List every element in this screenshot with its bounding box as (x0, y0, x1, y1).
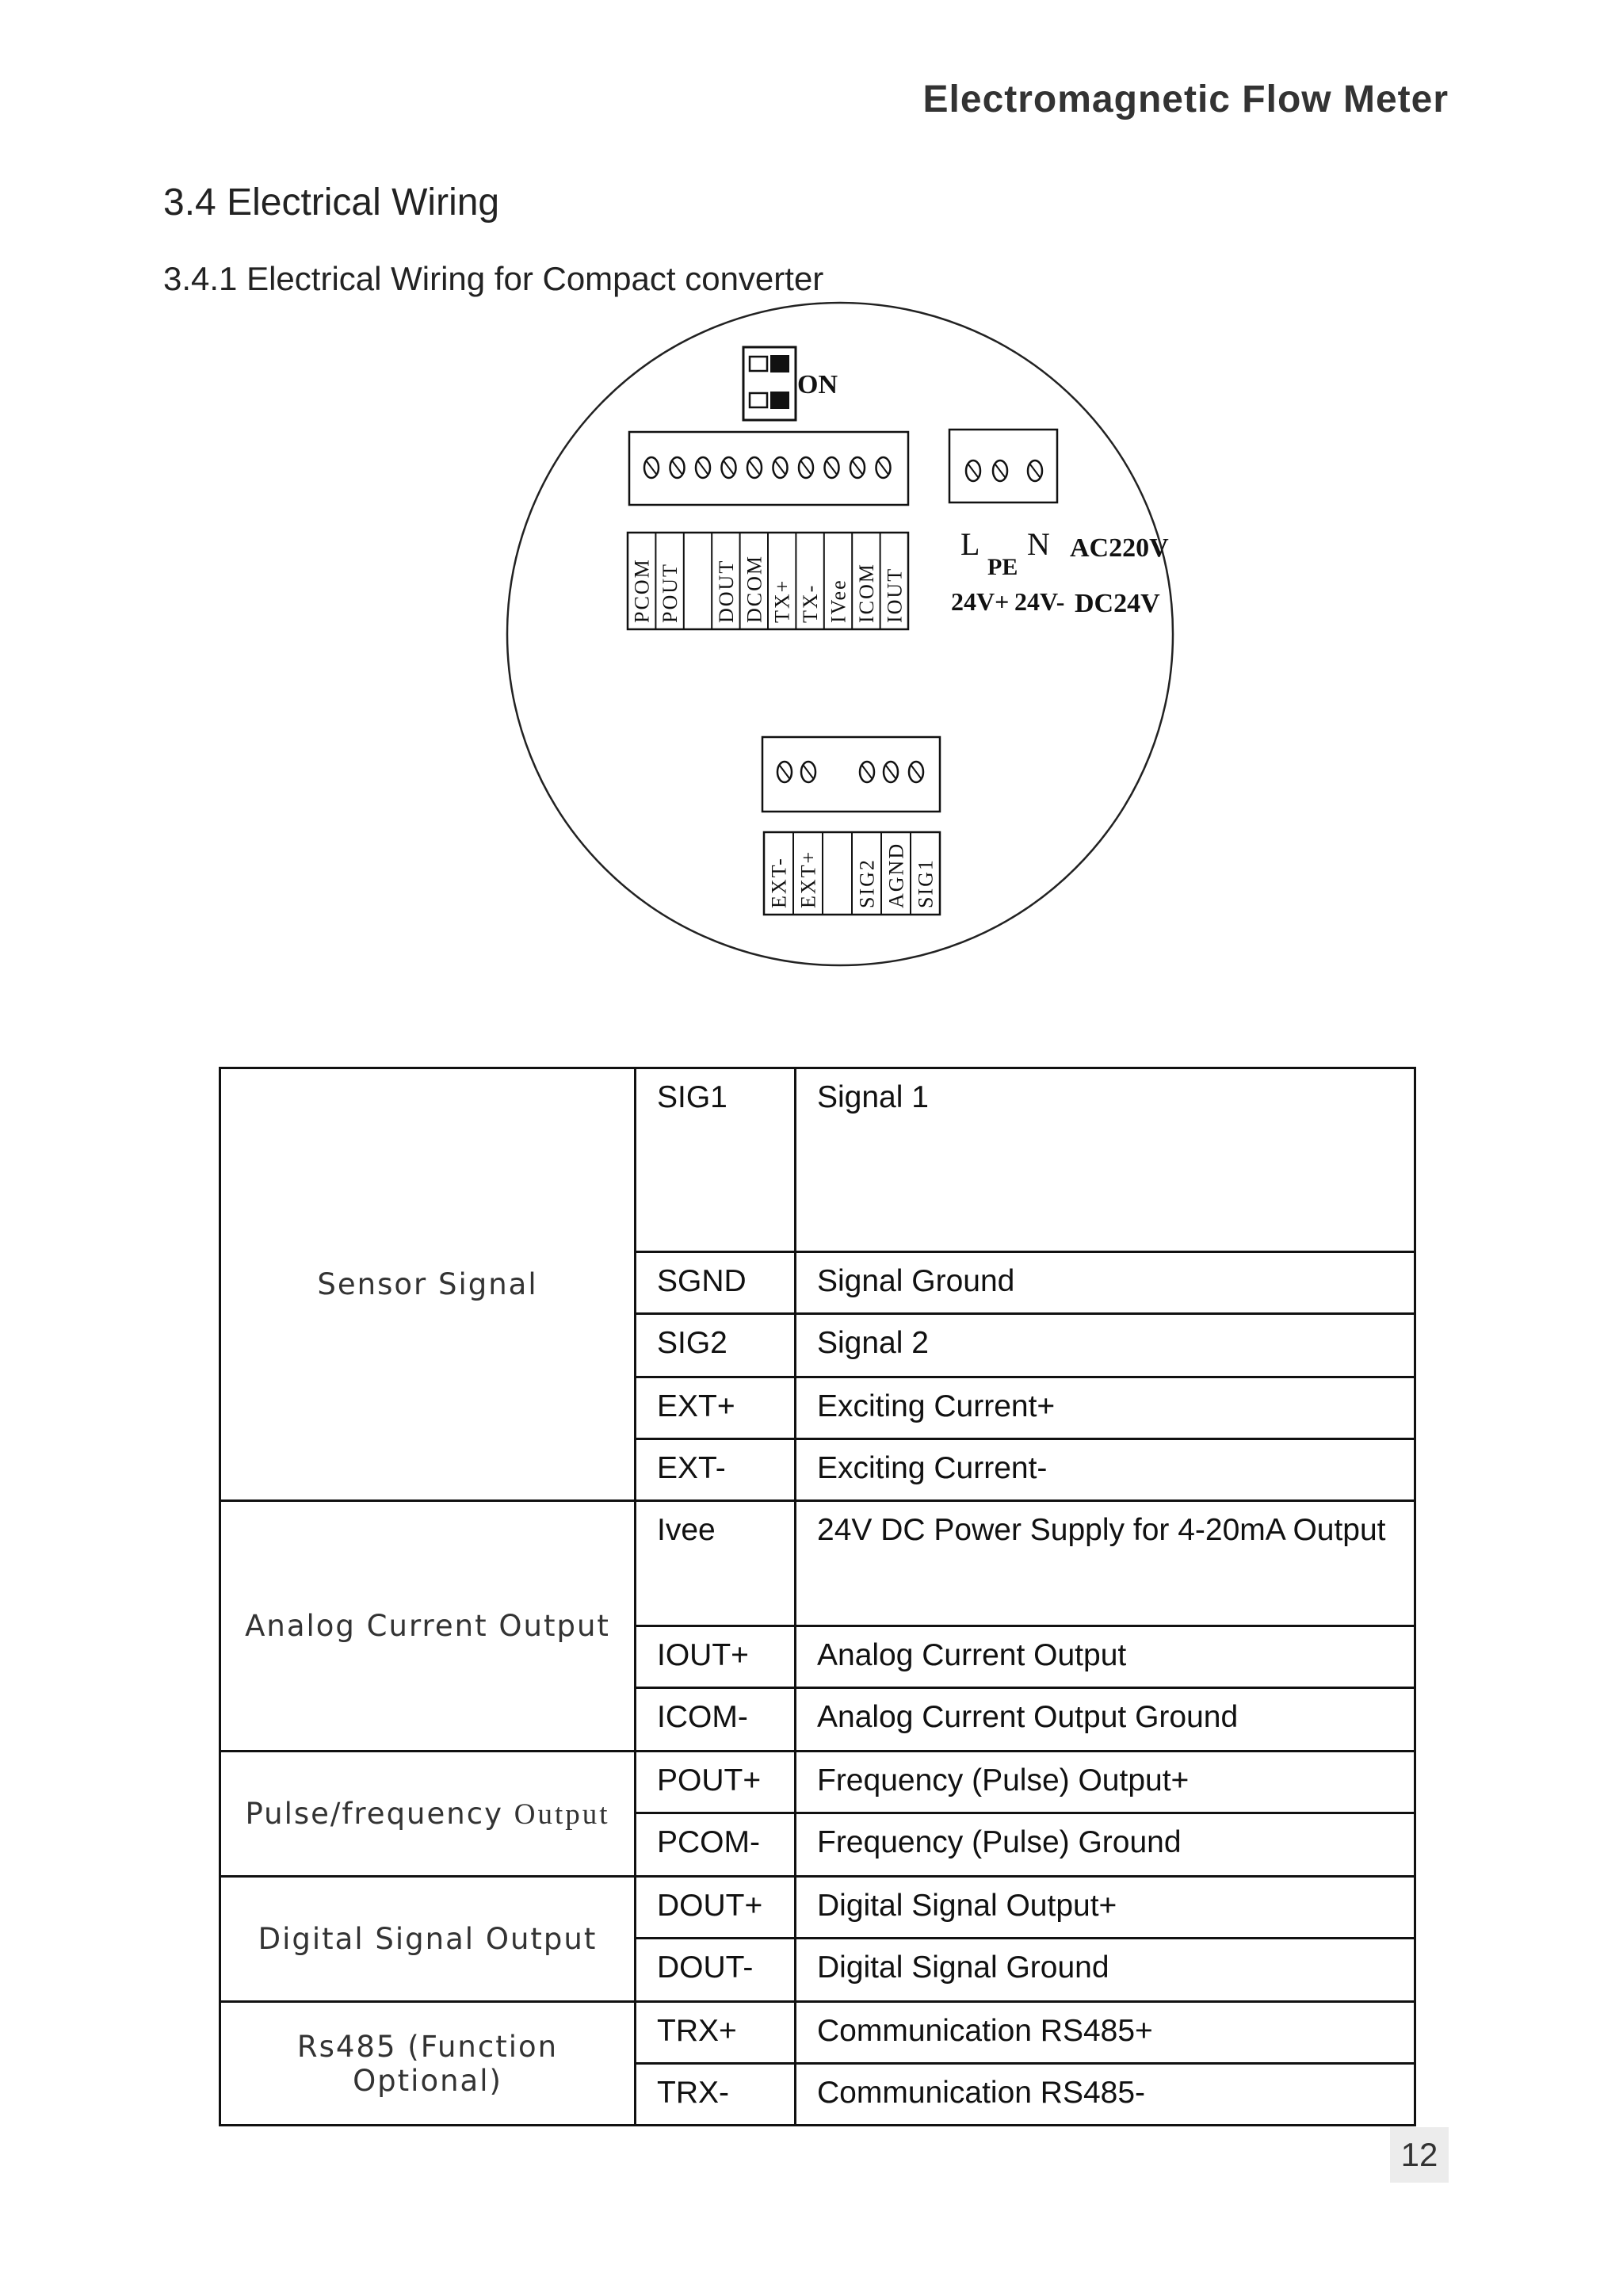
group-pulse-label-prefix: Pulse/frequency (245, 1796, 503, 1831)
main-terminal-screw (644, 457, 659, 478)
main-terminal-screw (825, 457, 839, 478)
section-heading: 3.4 Electrical Wiring (163, 181, 500, 223)
power-label-l: L (960, 526, 980, 562)
terminal-ext-plus: EXT+ (636, 1377, 796, 1439)
terminal-pcom-minus: PCOM- (636, 1813, 796, 1877)
description-trx-plus: Communication RS485+ (796, 2002, 1415, 2064)
power-terminal-screw (1028, 460, 1042, 481)
wiring-diagram (0, 0, 1623, 1030)
main-terminal-screw (850, 457, 865, 478)
sensor-terminal-label: AGND (884, 842, 908, 908)
terminal-trx-plus: TRX+ (636, 2002, 796, 2064)
sensor-terminal-label: SIG1 (914, 858, 938, 908)
description-pout-plus: Frequency (Pulse) Output+ (796, 1752, 1415, 1813)
sensor-terminal-screw (884, 762, 898, 782)
main-terminal-label: PCOM (630, 558, 654, 623)
power-terminal-screw (966, 460, 980, 481)
sensor-terminal-label: EXT+ (796, 850, 820, 908)
power-label-ac220v: AC220V (1070, 533, 1169, 563)
description-ivee: 24V DC Power Supply for 4-20mA Output (796, 1501, 1415, 1626)
power-label-24v-plus: 24V+ (951, 587, 1010, 616)
main-terminal-screw (773, 457, 788, 478)
group-digital-signal-output: Digital Signal Output (220, 1877, 636, 2002)
terminal-trx-minus: TRX- (636, 2064, 796, 2126)
terminal-dout-minus: DOUT- (636, 1939, 796, 2002)
power-terminal-screws (966, 460, 1042, 481)
terminal-sgnd: SGND (636, 1252, 796, 1314)
description-sig2: Signal 2 (796, 1314, 1415, 1377)
terminal-ext-minus: EXT- (636, 1439, 796, 1501)
switch-on-label: ON (797, 370, 838, 399)
group-analog-current-output: Analog Current Output (220, 1501, 636, 1752)
main-terminal-screw (747, 457, 762, 478)
sensor-terminal-screw (909, 762, 923, 782)
main-terminal-screw (670, 457, 685, 478)
main-terminal-label: ICOM (854, 563, 878, 623)
sensor-terminal-label: EXT- (767, 857, 791, 908)
running-header-title: Electromagnetic Flow Meter (922, 78, 1449, 120)
subsection-heading: 3.4.1 Electrical Wiring for Compact converter (163, 260, 824, 297)
description-dout-minus: Digital Signal Ground (796, 1939, 1415, 2002)
main-terminal-label: IOUT (883, 567, 907, 623)
terminal-ivee: Ivee (636, 1501, 796, 1626)
main-terminal-screw (876, 457, 891, 478)
power-label-n: N (1027, 526, 1050, 562)
description-sgnd: Signal Ground (796, 1252, 1415, 1314)
wiring-table (219, 1067, 1416, 2126)
main-terminal-label: TX- (799, 583, 823, 623)
sensor-terminal-label: SIG2 (855, 858, 879, 908)
sensor-terminal-screw (801, 762, 815, 782)
sensor-terminal-screw (860, 762, 874, 782)
description-trx-minus: Communication RS485- (796, 2064, 1415, 2126)
main-terminal-screw (722, 457, 736, 478)
power-label-pe: PE (987, 554, 1018, 580)
page-number: 12 (1390, 2127, 1449, 2183)
power-label-24v-minus: 24V- (1014, 587, 1065, 616)
description-icom-minus: Analog Current Output Ground (796, 1688, 1415, 1752)
group-pulse-label-suffix: Output (514, 1797, 610, 1831)
main-terminal-label: DOUT (714, 559, 738, 623)
terminal-icom-minus: ICOM- (636, 1688, 796, 1752)
terminal-iout-plus: IOUT+ (636, 1626, 796, 1688)
group-rs485: Rs485 (Function Optional) (220, 2002, 636, 2126)
main-terminal-label: POUT (659, 563, 682, 623)
description-ext-plus: Exciting Current+ (796, 1377, 1415, 1439)
description-sig1: Signal 1 (796, 1068, 1415, 1252)
sensor-terminal-screw (777, 762, 792, 782)
main-terminal-screw (696, 457, 710, 478)
dip-switch (743, 347, 796, 420)
terminal-pout-plus: POUT+ (636, 1752, 796, 1813)
terminal-dout-plus: DOUT+ (636, 1877, 796, 1939)
main-terminal-screw (799, 457, 813, 478)
power-label-dc24v: DC24V (1075, 589, 1160, 618)
terminal-sig2: SIG2 (636, 1314, 796, 1377)
main-terminal-label: TX+ (770, 579, 794, 623)
main-terminal-label: IVee (827, 579, 850, 623)
description-iout-plus: Analog Current Output (796, 1626, 1415, 1688)
description-dout-plus: Digital Signal Output+ (796, 1877, 1415, 1939)
description-ext-minus: Exciting Current- (796, 1439, 1415, 1501)
terminal-sig1: SIG1 (636, 1068, 796, 1252)
group-pulse-frequency-output (220, 1752, 636, 1877)
main-terminal-label: DCOM (743, 554, 766, 623)
description-pcom-minus: Frequency (Pulse) Ground (796, 1813, 1415, 1877)
group-sensor-signal: Sensor Signal (220, 1068, 636, 1501)
power-terminal-screw (993, 460, 1007, 481)
